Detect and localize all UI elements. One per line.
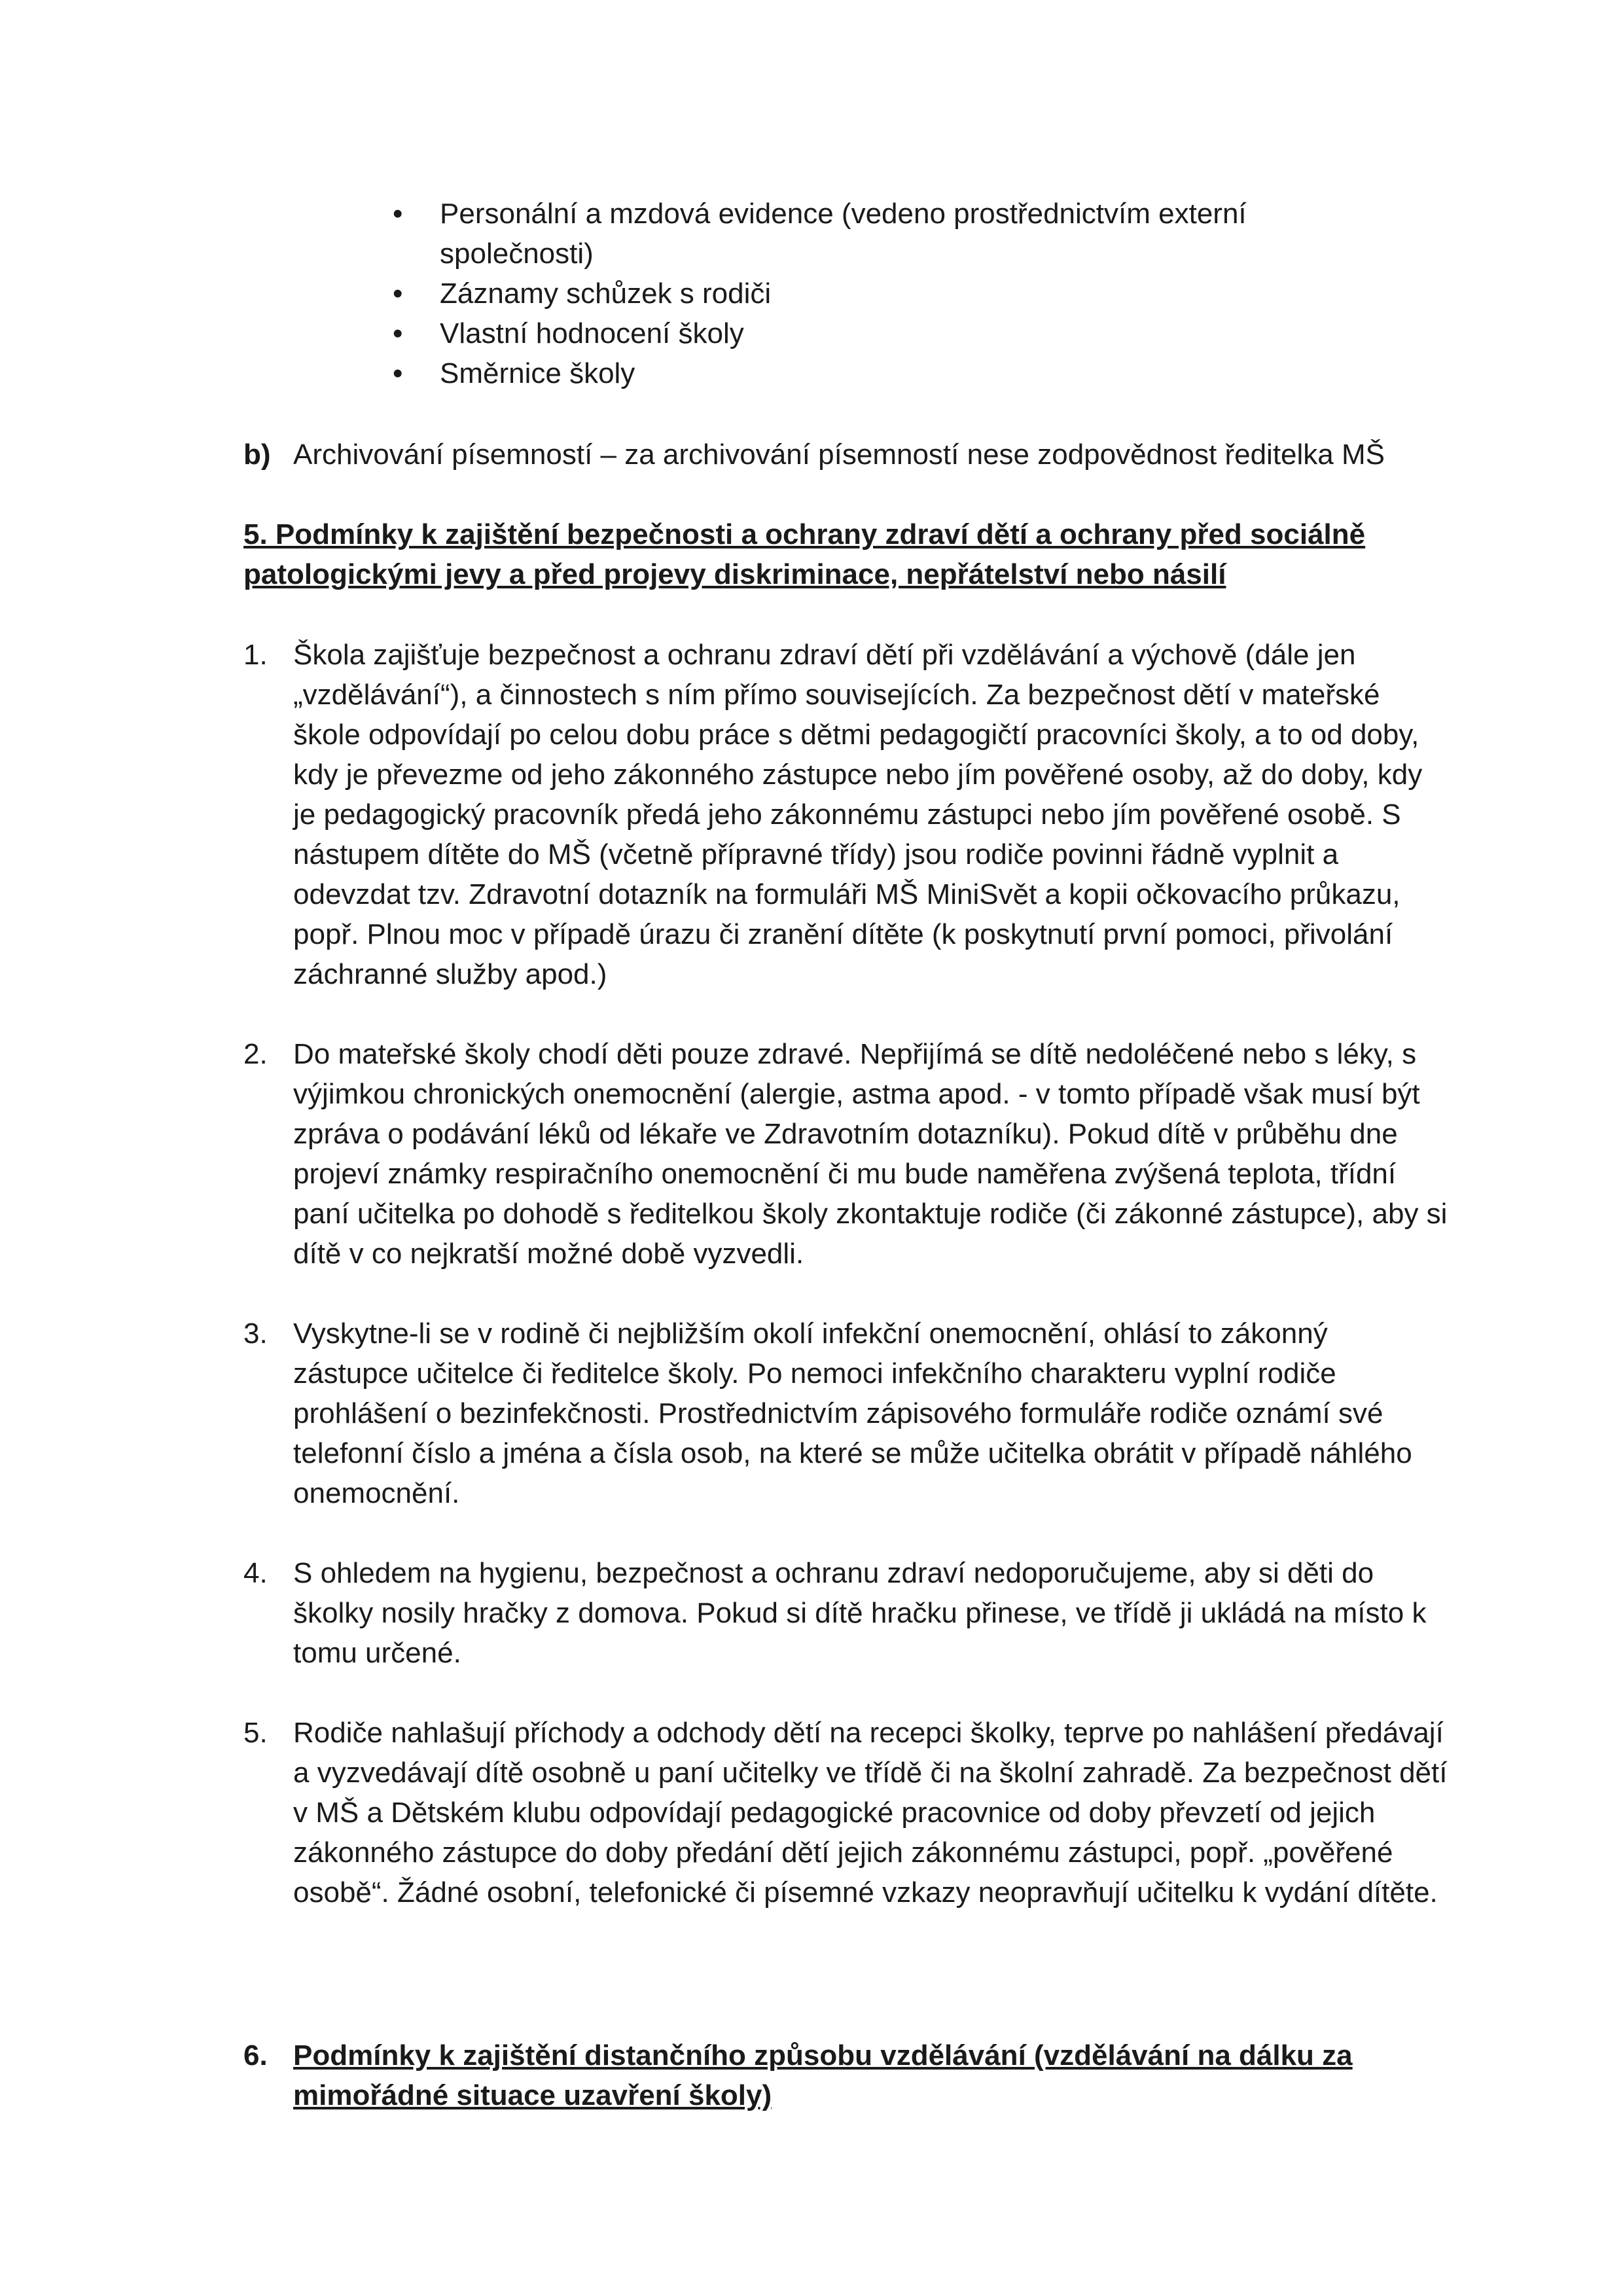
section-5-title: 5. Podmínky k zajištění bezpečnosti a ochrany zdraví dětí a ochrany před sociálně patologickými jevy a před projevy diskriminace, nepřátelství nebo násilí (243, 518, 1366, 590)
item-number: 2. (243, 1038, 268, 1070)
bullet-text: Záznamy schůzek s rodiči (440, 278, 772, 310)
list-item (393, 314, 1374, 353)
list-item (393, 194, 1374, 274)
list-item (243, 635, 1448, 994)
section-6-number: 6. (243, 2039, 268, 2072)
item-number: 5. (243, 1717, 268, 1749)
records-bullet-list (393, 194, 1374, 393)
list-item (393, 353, 1374, 393)
bullet-icon: • (393, 198, 403, 230)
section-5-heading (243, 514, 1448, 594)
section-5-numbered-list (243, 635, 1448, 1952)
list-item (393, 274, 1374, 314)
archiving-paragraph (243, 435, 1448, 475)
bullet-text: Personální a mzdová evidence (vedeno prostřednictvím externí společnosti) (440, 198, 1247, 270)
section-6-title: Podmínky k zajištění distančního způsobu vzdělávání (vzdělávání na dálku za mimořádné situace uzavření školy) (293, 2039, 1353, 2111)
section-6-heading (243, 2036, 1448, 2115)
item-text: Do mateřské školy chodí děti pouze zdravé. Nepřijímá se dítě nedoléčené nebo s léky, s výjimkou chronických onemocnění (alergie, astma apod. - v tomto případě však musí být zpráva o podávání léků od lékaře ve Zdravotním dotazníku). Pokud dítě v průběhu dne projeví známky respiračního onemocnění či mu bude naměřena zvýšená teplota, třídní paní učitelka po dohodě s ředitelkou školy zkontaktuje rodiče (či zákonné zástupce), aby si dítě v co nejkratší možné době vyzvedli. (293, 1038, 1448, 1270)
item-number: 4. (243, 1557, 268, 1589)
list-item (243, 1034, 1448, 1274)
bullet-text: Směrnice školy (440, 357, 635, 389)
item-text: S ohledem na hygienu, bezpečnost a ochranu zdraví nedoporučujeme, aby si děti do školky nosily hračky z domova. Pokud si dítě hračku přinese, ve třídě ji ukládá na místo k tomu určené. (293, 1557, 1427, 1669)
bullet-icon: • (393, 317, 403, 350)
item-text: Rodiče nahlašují příchody a odchody dětí na recepci školky, teprve po nahlášení předávají a vyzvedávají dítě osobně u paní učitelky ve třídě či na školní zahradě. Za bezpečnost dětí v MŠ a Dětském klubu odpovídají pedagogické pracovnice od doby převzetí od jejich zákonného zástupce do doby předání dětí jejich zákonnému zástupci, popř. „pověřené osobě“. Žádné osobní, telefonické či písemné vzkazy neopravňují učitelku k vydání dítěte. (293, 1717, 1448, 1909)
list-item (243, 1314, 1448, 1513)
item-text: Škola zajišťuje bezpečnost a ochranu zdraví dětí při vzdělávání a výchově (dále jen „vzdělávání“), a činnostech s ním přímo souvisejících. Za bezpečnost dětí v mateřské škole odpovídají po celou dobu práce s dětmi pedagogičtí pracovníci školy, a to od doby, kdy je převezme od jeho zákonného zástupce nebo jím pověřené osoby, až do doby, kdy je pedagogický pracovník předá jeho zákonnému zástupci nebo jím pověřené osobě. S nástupem dítěte do MŠ (včetně přípravné třídy) jsou rodiče povinni řádně vyplnit a odevzdat tzv. Zdravotní dotazník na formuláři MŠ MiniSvět a kopii očkovacího průkazu, popř. Plnou moc v případě úrazu či zranění dítěte (k poskytnutí první pomoci, přivolání záchranné služby apod.) (293, 639, 1423, 990)
bullet-icon: • (393, 357, 403, 389)
bullet-icon: • (393, 278, 403, 310)
paragraph-text: Archivování písemností – za archivování písemností nese zodpovědnost ředitelka MŠ (293, 439, 1385, 471)
item-number: 3. (243, 1318, 268, 1350)
list-item (243, 1713, 1448, 1912)
list-item (243, 1553, 1448, 1673)
item-number: 1. (243, 639, 268, 671)
bullet-text: Vlastní hodnocení školy (440, 317, 744, 350)
item-text: Vyskytne-li se v rodině či nejbližším okolí infekční onemocnění, ohlásí to zákonný zástupce učitelce či ředitelce školy. Po nemoci infekčního charakteru vyplní rodiče prohlášení o bezinfekčnosti. Prostřednictvím zápisového formuláře rodiče oznámí své telefonní číslo a jména a čísla osob, na které se může učitelka obrátit v případě náhlého onemocnění. (293, 1318, 1412, 1509)
paragraph-marker: b) (243, 439, 271, 471)
